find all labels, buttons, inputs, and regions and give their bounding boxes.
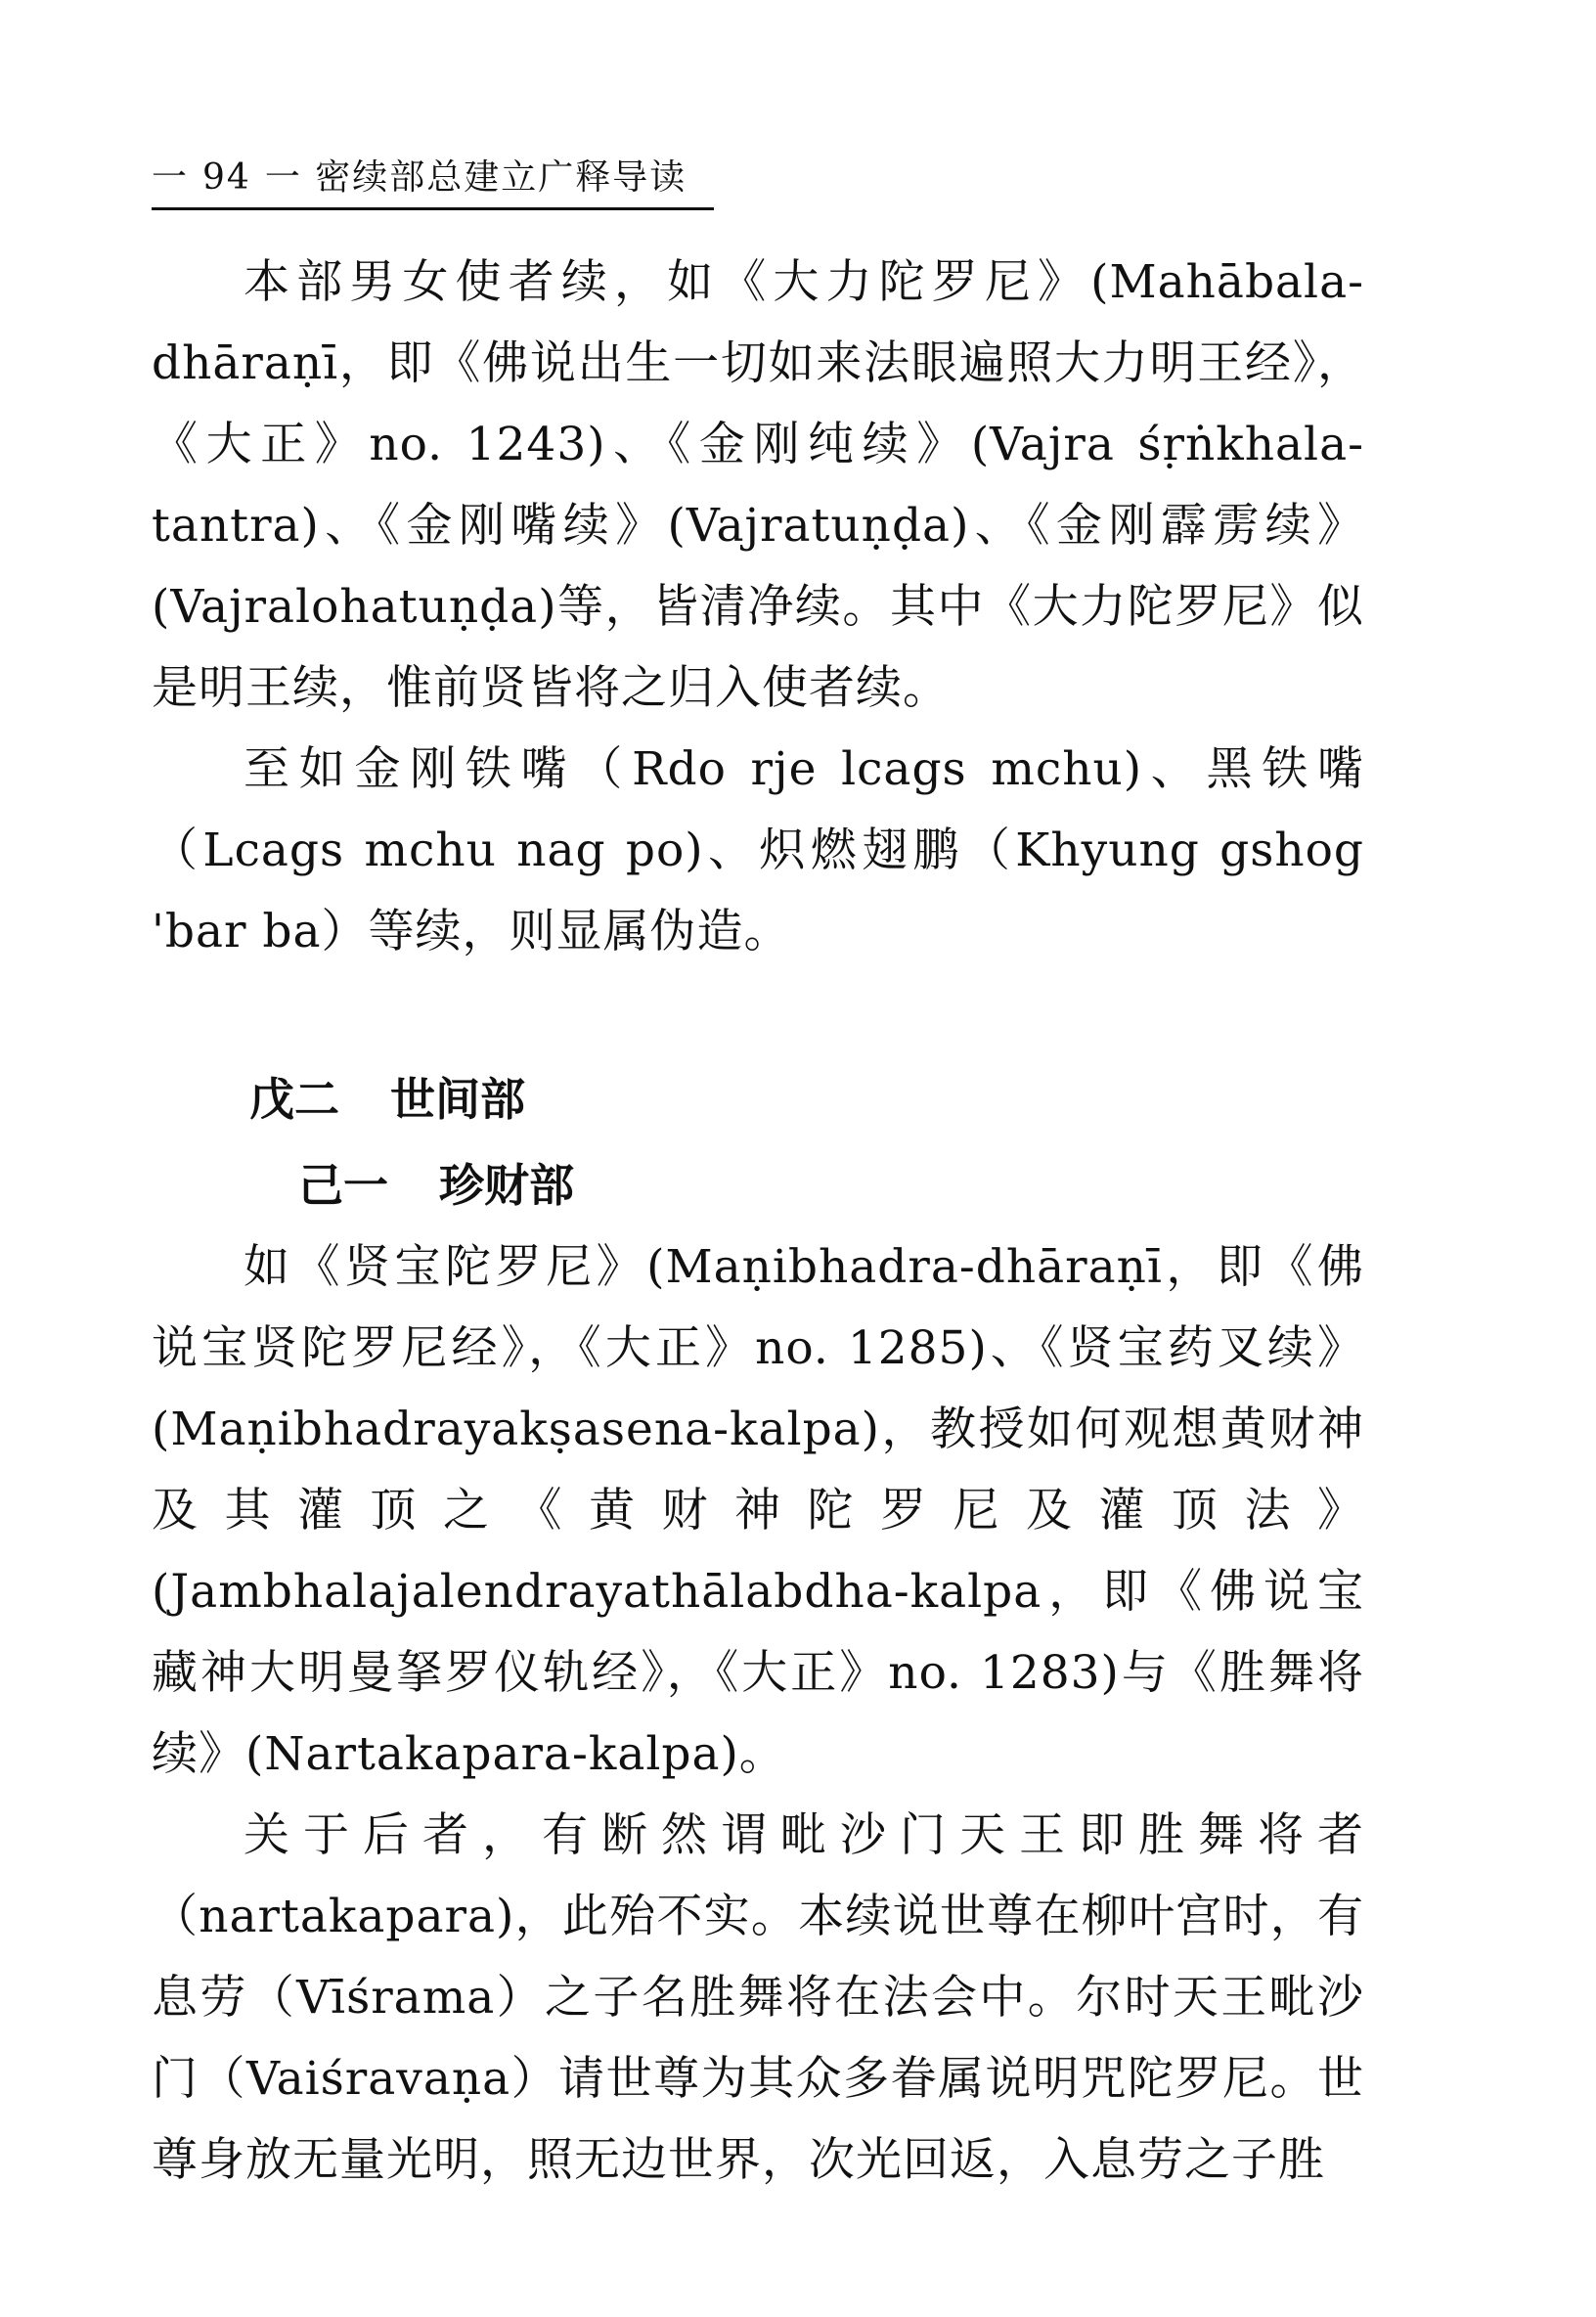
page-number: 94 — [202, 157, 251, 198]
section-number: 戊二 — [249, 1073, 339, 1126]
subsection-title: 珍财部 — [439, 1159, 574, 1212]
subsection-number: 己一 — [298, 1159, 388, 1212]
paragraph-messenger-tantras: 本部男女使者续，如《大力陀罗尼》(Mahābala-dhāraṇī，即《佛说出生一切如来法眼遍照大力明王经》，《大正》no. 1243)、《金刚纯续》(Vajra śṛṅkhala-tantra)、《金刚嘴续》(Vajratuṇḍa)、《金刚霹雳续》(Vajralohatuṇḍa)等，皆清净续。其中《大力陀罗尼》似是明王续，惟前贤皆将之归入使者续。 — [152, 255, 1364, 715]
book-title: 密续部总建立广释导读 — [315, 157, 687, 198]
paragraph-forgeries: 至如金刚铁嘴（Rdo rje lcags mchu)、黑铁嘴（Lcags mchu nag po)、炽燃翅鹏（Khyung gshog 'bar ba）等续，则显属伪造。 — [152, 742, 1364, 958]
section-heading-worldly — [152, 1058, 1364, 1140]
section-title: 世间部 — [390, 1073, 525, 1126]
paragraph-wealth-tantras: 如《贤宝陀罗尼》(Maṇibhadra-dhāraṇī，即《佛说宝贤陀罗尼经》，《大正》no. 1285)、《贤宝药叉续》(Maṇibhadrayakṣasena-kalpa)，教授如何观想黄财神及其灌顶之《黄财神陀罗尼及灌顶法》(Jambhalajalendrayathālabdha-kalpa，即《佛说宝藏神大明曼拏罗仪轨经》，《大正》no. 1283)与《胜舞将续》(Nartakapara-kalpa)。 — [152, 1240, 1364, 1781]
book-page — [152, 156, 1364, 2201]
paragraph-nartakapara: 关于后者，有断然谓毗沙门天王即胜舞将者（nartakapara)，此殆不实。本续说世尊在柳叶宫时，有息劳（Vīśrama）之子名胜舞将在法会中。尔时天王毗沙门（Vaiśravaṇa）请世尊为其众多眷属说明咒陀罗尼。世尊身放无量光明，照无边世界，次光回返，入息劳之子胜 — [152, 1808, 1364, 2187]
subsection-heading-wealth — [152, 1144, 1364, 1226]
running-header: 一 94 一 密续部总建立广释导读 — [152, 156, 714, 210]
